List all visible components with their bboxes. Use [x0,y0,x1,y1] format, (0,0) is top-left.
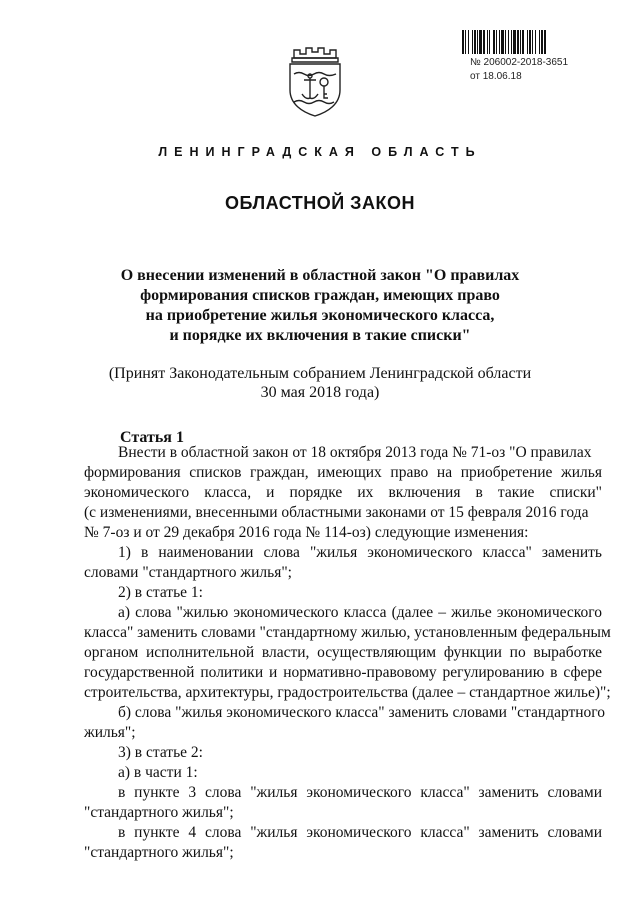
body-line: формирования списков граждан, имеющих право на приобретение жилья [84,464,602,481]
adoption-note [60,364,580,402]
body-line: государственной политики и нормативно-правовому регулированию в сфере [84,664,602,681]
registration-info [470,56,568,84]
body-line: а) в части 1: [118,764,198,781]
body-line: (с изменениями, внесенными областными законами от 15 февраля 2016 года [84,504,589,521]
article-heading: Статья 1 [120,429,184,446]
body-line: 1) в наименовании слова "жилья экономического класса" заменить [118,544,602,561]
body-line: "стандартного жилья"; [84,804,234,821]
registration-number: № 206002-2018-3651 [470,57,569,68]
law-title-line: на приобретение жилья экономического класса, [145,307,495,324]
adoption-note-line: (Принят Законодательным собранием Ленинградской области [108,365,532,382]
body-line: а) слова "жилью экономического класса (далее – жилье экономического [118,604,602,621]
region-heading: ЛЕНИНГРАДСКАЯ ОБЛАСТЬ [158,145,482,159]
barcode [462,30,604,54]
body-line: строительства, архитектуры, градостроительства (далее – стандартное жилье)"; [84,684,611,701]
body-line: экономического класса, и порядке их включения в такие списки" [84,484,602,501]
body-line: в пункте 4 слова "жилья экономического класса" заменить словами [118,824,602,841]
body-line: жилья"; [84,724,136,741]
body-line: 2) в статье 1: [118,584,203,601]
registration-date: от 18.06.18 [470,71,522,82]
law-title-line: О внесении изменений в областной закон "О правилах [120,267,520,284]
law-title-line: и порядке их включения в такие списки" [169,327,471,344]
body-line: Внести в областной закон от 18 октября 2013 года № 71-оз "О правилах [118,444,592,461]
body-line: словами "стандартного жилья"; [84,564,292,581]
body-line: класса" заменить словами "стандартному жилью, установленным федеральным [84,624,611,641]
body-line: № 7-оз и от 29 декабря 2016 года № 114-оз) следующие изменения: [84,524,529,541]
body-line: б) слова "жилья экономического класса" заменить словами "стандартного [118,704,606,721]
body-line: 3) в статье 2: [118,744,203,761]
body-line: в пункте 3 слова "жилья экономического класса" заменить словами [118,784,602,801]
law-title [80,266,560,346]
body-line: органом исполнительной власти, осуществляющим функции по выработке [84,644,602,661]
body-line: "стандартного жилья"; [84,844,234,861]
law-title-line: формирования списков граждан, имеющих право [140,287,500,304]
adoption-note-line: 30 мая 2018 года) [260,384,380,401]
law-type-heading: ОБЛАСТНОЙ ЗАКОН [225,193,415,213]
coat-of-arms-emblem [284,44,346,118]
